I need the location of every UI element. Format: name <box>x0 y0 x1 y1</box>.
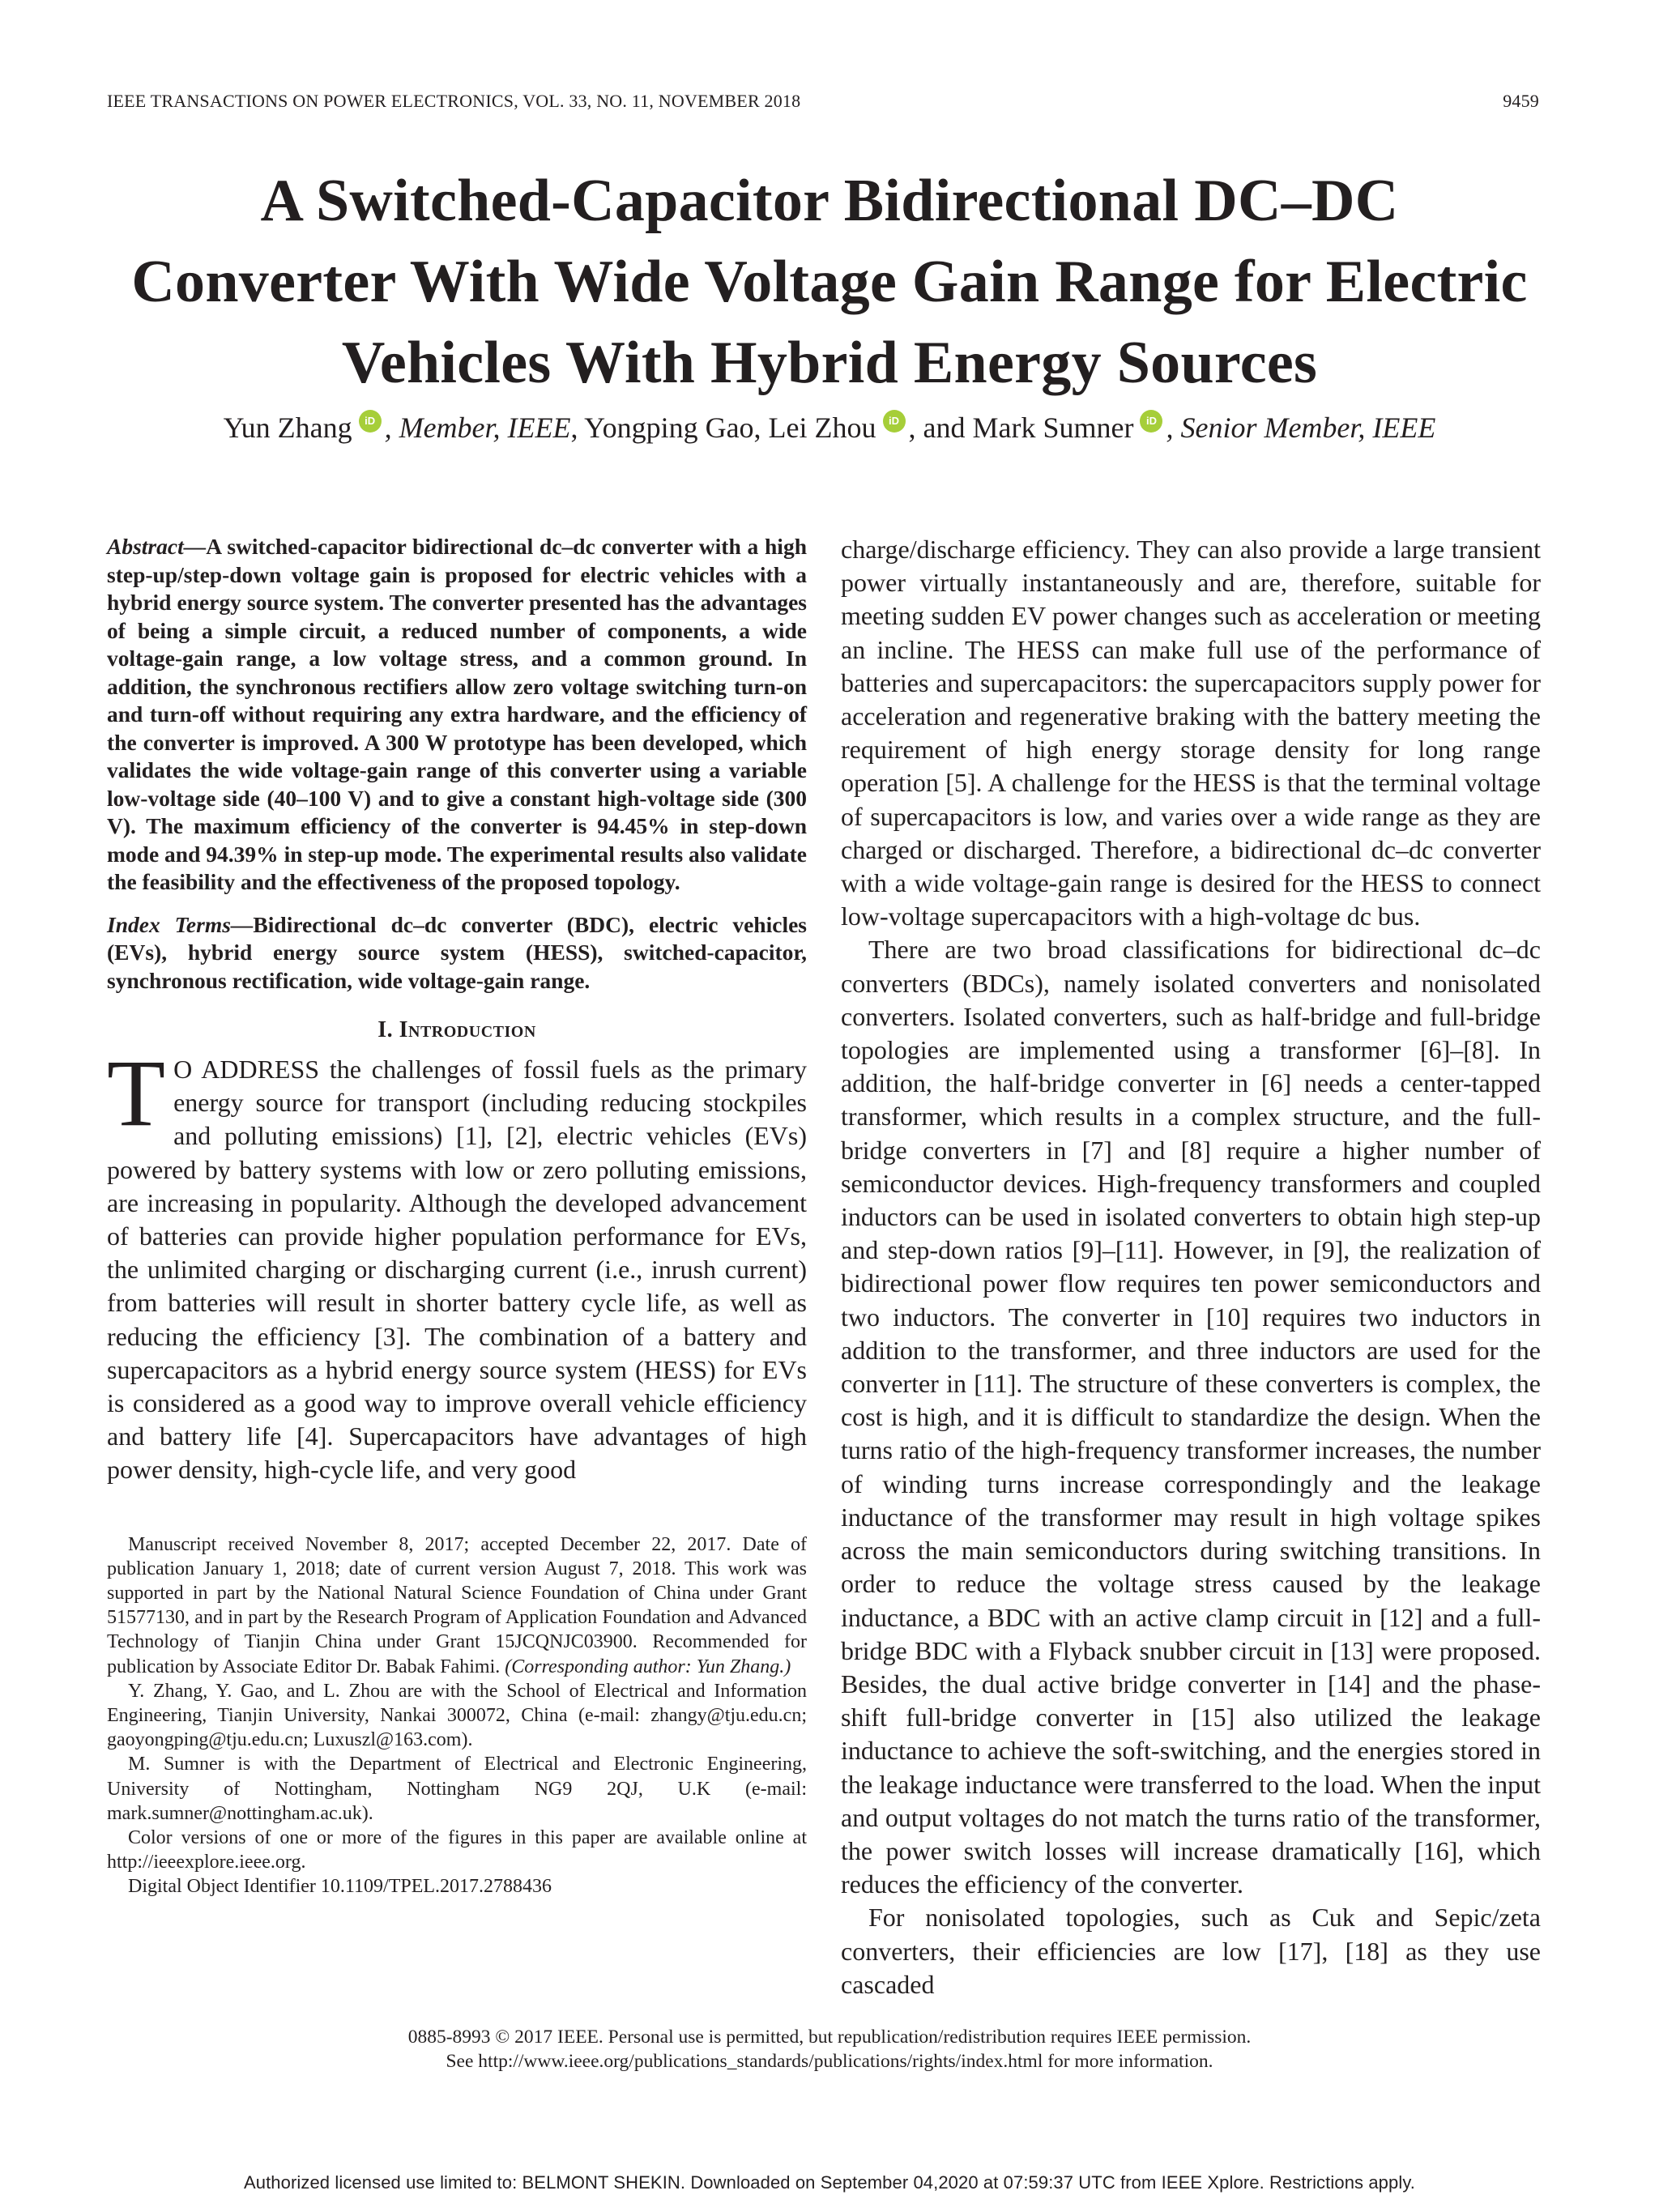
right-column <box>841 533 1541 2001</box>
section-heading <box>107 1012 807 1048</box>
paper-title <box>81 160 1578 403</box>
orcid-icon[interactable]: iD <box>1140 410 1162 433</box>
author-name: , Yongping Gao, Lei Zhou <box>570 411 876 444</box>
orcid-icon[interactable]: iD <box>883 410 906 433</box>
orcid-icon[interactable]: iD <box>359 410 382 433</box>
footnote-affiliation: Y. Zhang, Y. Gao, and L. Zhou are with the School of Electrical and Information Engineering, Tianjin University, Nankai 300072, China (e-mail: zhangy@tju.edu.cn; gaoyongping@tju.edu.cn; Luxuszl@163.com). <box>107 1680 807 1751</box>
title-line: A Switched-Capacitor Bidirectional DC–DC <box>260 168 1399 234</box>
footnote-doi: Digital Object Identifier 10.1109/TPEL.2017.2788436 <box>128 1876 552 1898</box>
intro-text-right: charge/discharge efficiency. They can also provide a large transient power virtually instantaneously and are, therefore, suitable for meeting sudden EV power changes such as acceleration or meeting an incline. The HESS can make full use of the performance of batteries and supercapacitors: the supercapacitors supply power for acceleration and regenerative braking with the battery meeting the requirement of high energy storage density for long range operation [5]. A challenge for the HESS is that the terminal voltage of supercapacitors is low, and varies over a wide range as they are charged or discharged. Therefore, a bidirectional dc–dc converter with a wide voltage-gain range is desired for the HESS to connect low-voltage supercapacitors with a high-voltage dc bus. <box>841 535 1541 931</box>
copyright-notice <box>81 2025 1578 2073</box>
section-title: Introduction <box>399 1017 536 1042</box>
intro-paragraph <box>107 1040 807 1487</box>
index-terms-label: Index Terms— <box>107 911 254 937</box>
footnote-affiliation: M. Sumner is with the Department of Electrical and Electronic Engineering, University of Nottingham, Nottingham NG9 2QJ, U.K (e-mail: mark.sumner@nottingham.ac.uk). <box>107 1754 807 1824</box>
abstract <box>107 533 807 897</box>
running-header <box>107 91 1539 112</box>
author-name: Yun Zhang <box>223 411 352 444</box>
copyright-line: 0885-8993 © 2017 IEEE. Personal use is permitted, but republication/redistribution requires IEEE permission. <box>407 2027 1252 2048</box>
author-role: , Senior Member, IEEE <box>1166 411 1436 444</box>
download-notice: Authorized licensed use limited to: BELMONT SHEKIN. Downloaded on September 04,2020 at 07:59:37 UTC from IEEE Xplore. Restrictions apply. <box>243 2172 1416 2193</box>
drop-cap: T <box>107 1040 166 1146</box>
footnote-color-note: Color versions of one or more of the figures in this paper are available online at http://ieeexplore.ieee.org. <box>107 1827 807 1873</box>
left-column <box>107 533 807 1899</box>
title-line: Vehicles With Hybrid Energy Sources <box>341 330 1318 396</box>
page-number: 9459 <box>1503 91 1539 111</box>
index-terms <box>107 911 807 995</box>
abstract-text: A switched-capacitor bidirectional dc–dc converter with a high step-up/step-down voltage gain is proposed for electric vehicles with a hybrid energy source system. The converter presented has the advantages of being a simple circuit, a reduced number of components, a wide voltage-gain range, a low voltage stress, and a common ground. In addition, the synchronous rectifiers allow zero voltage switching turn-on and turn-off without requiring any extra hardware, and the efficiency of the converter is improved. A 300 W prototype has been developed, which validates the wide voltage-gain range of this converter using a variable low-voltage side (40–100 V) and to give a constant high-voltage side (300 V). The maximum efficiency of the converter is 94.45% in step-down mode and 94.39% in step-up mode. The experimental results also validate the feasibility and the effectiveness of the proposed topology. <box>107 534 807 894</box>
intro-text-left: O ADDRESS the challenges of fossil fuels as the primary energy source for transport (including reducing stockpiles and polluting emissions) [1], [2], electric vehicles (EVs) powered by battery systems with low or zero polluting emissions, are increasing in popularity. Although the developed advancement of batteries can provide higher population performance for EVs, the unlimited charging or discharging current (i.e., inrush current) from batteries will result in shorter battery cycle life, as well as reducing the efficiency [3]. The combination of a battery and supercapacitors as a hybrid energy source system (HESS) for EVs is considered as a good way to improve overall vehicle efficiency and battery life [4]. Supercapacitors have advantages of high power density, high-cycle life, and very good <box>107 1055 807 1485</box>
author-list <box>81 408 1578 447</box>
corresponding-author: (Corresponding author: Yun Zhang.) <box>505 1656 791 1677</box>
author-name: , and Mark Sumner <box>908 411 1134 444</box>
footnote-manuscript: Manuscript received November 8, 2017; accepted December 22, 2017. Date of publication January 1, 2018; date of current version August 7, 2018. This work was supported in part by the National Natural Science Foundation of China under Grant 51577130, and in part by the Research Program of Application Foundation and Advanced Technology of Tianjin China under Grant 15JCQNJC03900. Recommended for publication by Associate Editor Dr. Babak Fahimi. (Corresponding author: Yun Zhang.) <box>107 1533 807 1677</box>
intro-paragraph-3: For nonisolated topologies, such as Cuk and Sepic/zeta converters, their efficiencies are low [17], [18] as they use cascaded <box>841 1903 1541 1999</box>
intro-paragraph-2: There are two broad classifications for bidirectional dc–dc converters (BDCs), namely isolated converters and nonisolated converters. Isolated converters, such as half-bridge and full-bridge topologies are implemented using a transformer [6]–[8]. In addition, the half-bridge converter in [6] needs a center-tapped transformer, which results in a complex structure, and the full-bridge converters in [7] and [8] require a higher number of semiconductor devices. High-frequency transformers and coupled inductors can be used in isolated converters to obtain high step-up and step-down ratios [9]–[11]. However, in [9], the realization of bidirectional power flow requires ten power semiconductors and two inductors. The converter in [10] requires two inductors in addition to the transformer, and three inductors are used for the converter in [11]. The structure of these converters is complex, the cost is high, and it is difficult to standardize the design. When the turns ratio of the high-frequency transformer increases, the number of winding turns increase correspondingly and the leakage inductance of the transformer may result in high voltage spikes across the main semiconductors during switching transitions. In order to reduce the voltage stress caused by the leakage inductance, a BDC with an active clamp circuit in [12] and a full-bridge BDC with a Flyback snubber circuit in [13] were proposed. Besides, the dual active bridge converter in [14] and the phase-shift full-bridge converter in [15] also utilized the leakage inductance to achieve the soft-switching, and the energies stored in the leakage inductance were transferred to the load. When the input and output voltages do not match the turns ratio of the transformer, the power switch losses will increase dramatically [16], which reduces the efficiency of the converter. <box>841 935 1541 1899</box>
abstract-label: Abstract— <box>107 534 207 559</box>
footnotes <box>107 1532 807 1899</box>
title-line: Converter With Wide Voltage Gain Range for Electric <box>131 249 1528 315</box>
author-role: , Member, IEEE <box>384 411 571 444</box>
journal-name: IEEE TRANSACTIONS ON POWER ELECTRONICS, VOL. 33, NO. 11, NOVEMBER 2018 <box>107 91 801 111</box>
section-number: I. <box>377 1017 394 1042</box>
intro-continued <box>841 533 1541 2001</box>
index-terms-text: Bidirectional dc–dc converter (BDC), electric vehicles (EVs), hybrid energy source system (HESS), switched-capacitor, synchronous rectification, wide voltage-gain range. <box>107 911 807 993</box>
copyright-line: See http://www.ieee.org/publications_standards/publications/rights/index.html for more information. <box>446 2051 1213 2072</box>
